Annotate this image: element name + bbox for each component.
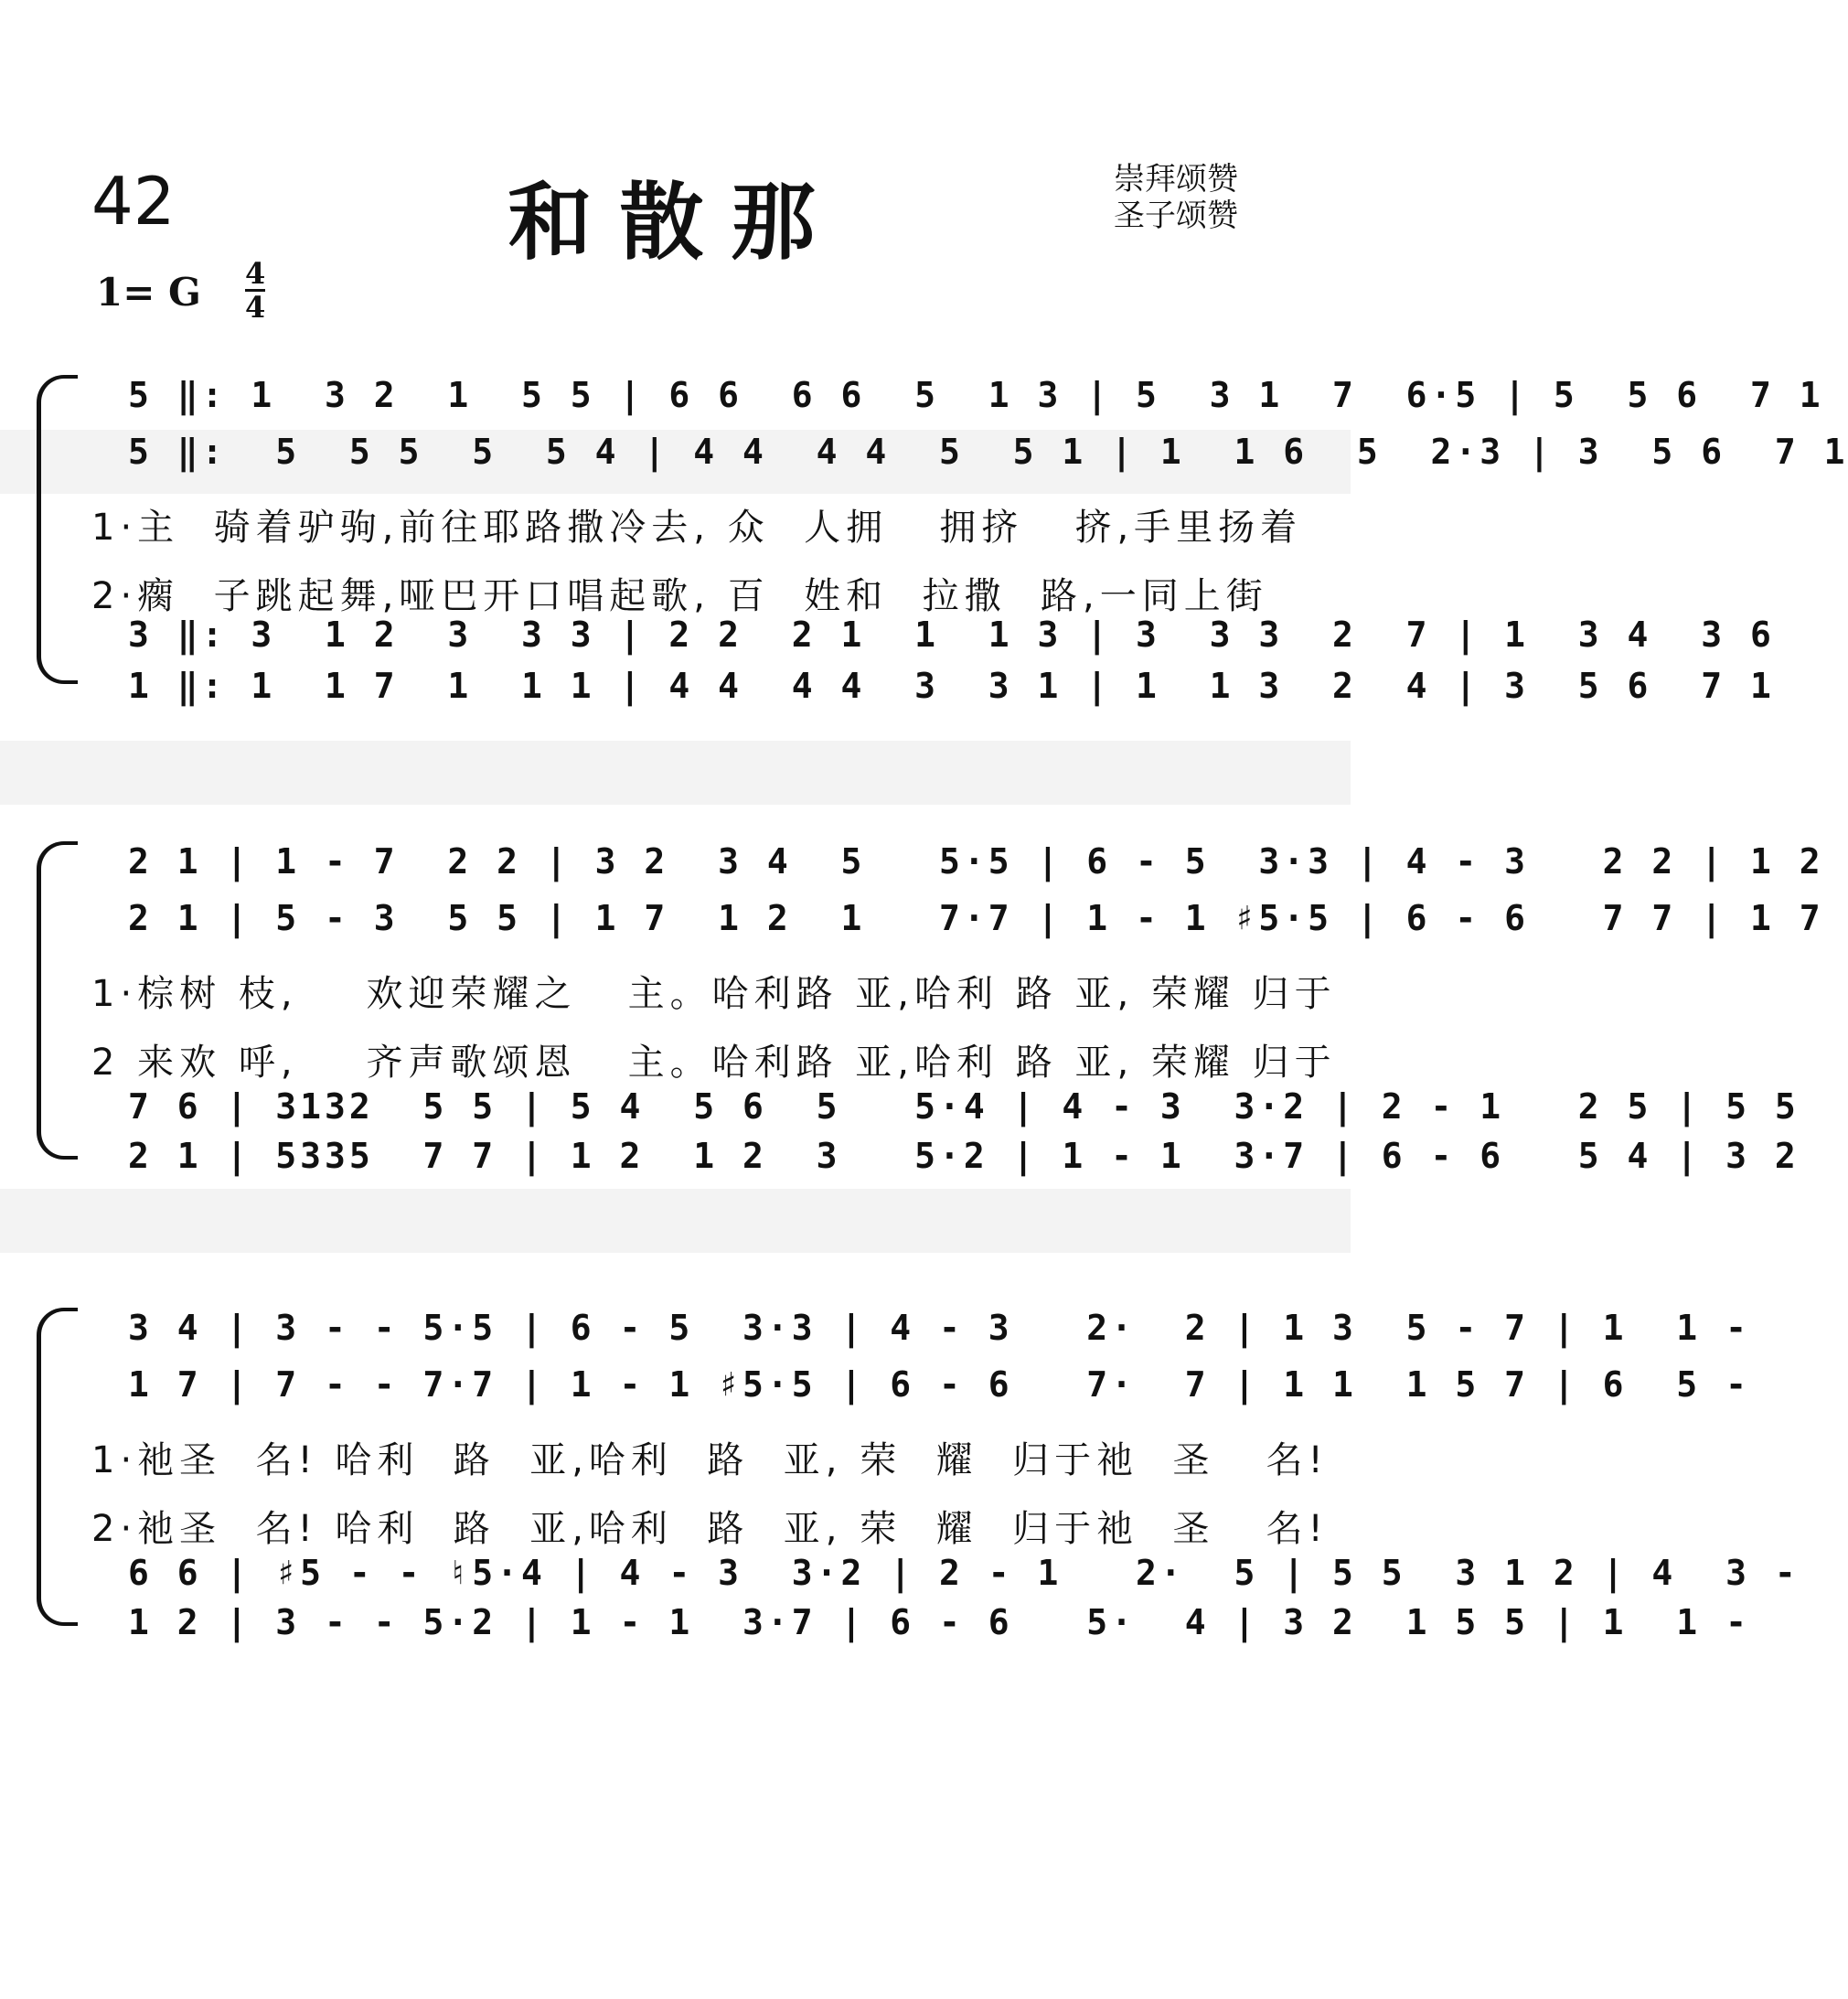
alto-line: 5 ‖: 5 5 5 5 5 4 | 4 4 4 4 5 5 1 | 1 1 6 5 2·3 | 3 5 6 7 1 — [128, 432, 1848, 472]
page-title: 和散那 — [507, 173, 843, 272]
time-signature-bottom: 4 — [245, 290, 266, 325]
bass-line: 1 2 | 3 - - 5·2 | 1 - 1 3·7 | 6 - 6 5· 4 | 3 2 1 5 5 | 1 1 - — [128, 1602, 1750, 1642]
tenor-line: 3 ‖: 3 1 2 3 3 3 | 2 2 2 1 1 1 3 | 3 3 3 2 7 | 1 3 4 3 6 — [128, 615, 1775, 655]
lyric-verse-1: 1·主 骑着驴驹,前往耶路撒冷去, 众 人拥 拥挤 挤,手里扬着 — [91, 507, 1303, 549]
shaded-band — [0, 741, 1351, 805]
key-signature: 1= G — [96, 270, 201, 315]
soprano-line: 2 1 | 1 - 7 2 2 | 3 2 3 4 5 5·5 | 6 - 5 3·3 | 4 - 3 2 2 | 1 2 — [128, 841, 1824, 882]
tenor-line: 7 6 | 3132 5 5 | 5 4 5 6 5 5·4 | 4 - 3 3·2 | 2 - 1 2 5 | 5 5 — [128, 1086, 1800, 1127]
lyric-verse-2: 2·祂圣 名! 哈利 路 亚,哈利 路 亚, 荣 耀 归于祂 圣 名! — [91, 1508, 1329, 1550]
category-labels — [1114, 161, 1238, 234]
soprano-line: 3 4 | 3 - - 5·5 | 6 - 5 3·3 | 4 - 3 2· 2 | 1 3 5 - 7 | 1 1 - — [128, 1308, 1750, 1348]
system-brace — [37, 375, 78, 684]
lyric-verse-1: 1·祂圣 名! 哈利 路 亚,哈利 路 亚, 荣 耀 归于祂 圣 名! — [91, 1439, 1329, 1481]
hymn-number: 42 — [91, 163, 176, 240]
tenor-line: 6 6 | ♯5 - - ♮5·4 | 4 - 3 3·2 | 2 - 1 2· 5 | 5 5 3 1 2 | 4 3 - — [128, 1553, 1800, 1593]
shaded-band — [0, 1189, 1351, 1253]
score-system-3 — [0, 1280, 1800, 1664]
time-signature — [245, 258, 265, 323]
bass-line: 2 1 | 5335 7 7 | 1 2 1 2 3 5·2 | 1 - 1 3·7 | 6 - 6 5 4 | 3 2 — [128, 1136, 1800, 1176]
soprano-line: 5 ‖: 1 3 2 1 5 5 | 6 6 6 6 5 1 3 | 5 3 1 7 6·5 | 5 5 6 7 1 — [128, 375, 1824, 415]
lyric-verse-2: 2 来欢 呼, 齐声歌颂恩 主。哈利路 亚,哈利 路 亚, 荣耀 归于 — [91, 1042, 1337, 1084]
alto-line: 1 7 | 7 - - 7·7 | 1 - 1 ♯5·5 | 6 - 6 7· 7 | 1 1 1 5 7 | 6 5 - — [128, 1364, 1750, 1405]
alto-line: 2 1 | 5 - 3 5 5 | 1 7 1 2 1 7·7 | 1 - 1 ♯5·5 | 6 - 6 7 7 | 1 7 — [128, 898, 1824, 938]
score-system-1 — [0, 347, 1848, 732]
time-signature-top: 4 — [245, 256, 266, 291]
category-label-1: 崇拜颂赞 — [1114, 161, 1238, 198]
lyric-verse-1: 1·棕树 枝, 欢迎荣耀之 主。哈利路 亚,哈利 路 亚, 荣耀 归于 — [91, 973, 1337, 1015]
bass-line: 1 ‖: 1 1 7 1 1 1 | 4 4 4 4 3 3 1 | 1 1 3 2 4 | 3 5 6 7 1 — [128, 666, 1775, 706]
score-system-2 — [0, 814, 1824, 1198]
system-brace — [37, 841, 78, 1160]
category-label-2: 圣子颂赞 — [1114, 198, 1238, 234]
lyric-verse-2: 2·瘸 子跳起舞,哑巴开口唱起歌, 百 姓和 拉撒 路,一同上街 — [91, 575, 1268, 617]
system-brace — [37, 1308, 78, 1626]
